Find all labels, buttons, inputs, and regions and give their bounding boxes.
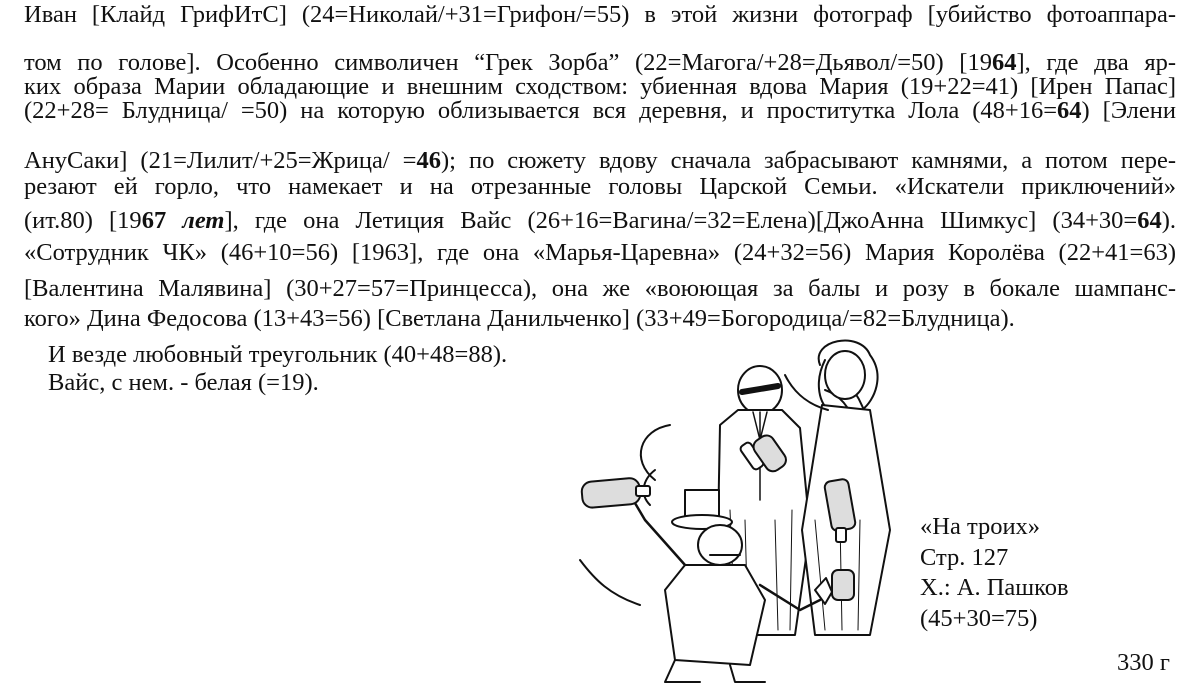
bold-number: 67 — [141, 207, 167, 234]
text-span: «Сотрудник ЧК» (46+10=56) [1963], где она «Марья-Царевна» (24+32=56) Мария Королёва (22+41=63) — [24, 239, 1176, 266]
text-span: том по голове]. Особенно символичен “Грек Зорба” (22=Магога/+28=Дьявол/=50) [19 — [24, 49, 992, 76]
bold-italic-word: лет — [182, 207, 225, 234]
text-line — [24, 2, 1176, 28]
cartoon-illustration — [570, 330, 900, 690]
text-line — [24, 240, 1176, 266]
text-span: резают ей горло, что намекает и на отрезанные головы Царской Семьи. «Искатели приключений» — [24, 173, 1176, 200]
text-line — [24, 276, 1176, 302]
text-span: ). — [1161, 207, 1177, 234]
text-span: ); по сюжету вдову сначала забрасывают камнями, а потом пере- — [441, 147, 1177, 174]
text-span: кого» Дина Федосова (13+43=56) [Светлана Данильченко] (33+49=Богородица/=82=Блудница). — [24, 305, 1015, 332]
text-span: ) [Элени — [1081, 97, 1176, 124]
text-line — [24, 306, 1015, 332]
text-line — [24, 98, 1176, 124]
page-number: 330 г — [1117, 649, 1170, 676]
bold-number: 64 — [991, 49, 1017, 76]
text-line: Вайс, с нем. - белая (=19). — [48, 369, 319, 396]
text-span: (22+28= Блудница/ =50) на которую облизывается вся деревня, и проститутка Лола (48+16= — [24, 97, 1058, 124]
text-span: [Валентина Малявина] (30+27=57=Принцесса), она же «воюющая за балы и розу в бокале шампанс- — [24, 275, 1176, 302]
illustration-caption — [920, 512, 1069, 634]
text-line: И везде любовный треугольник (40+48=88). — [48, 341, 508, 368]
caption-title: «На троих» — [920, 513, 1041, 540]
caption-artist: Х.: А. Пашков — [920, 574, 1069, 601]
text-line — [24, 208, 1176, 234]
text-line — [24, 174, 1176, 200]
caption-numbers: (45+30=75) — [920, 604, 1038, 632]
text-span: Иван [Клайд ГрифИтС] (24=Николай/+31=Грифон/=55) в этой жизни фотограф [убийство фотоаппара- — [24, 1, 1176, 28]
text-span: (ит.80) [19 — [24, 207, 142, 234]
text-span: ], где она Летиция Вайс (26+16=Вагина/=32=Елена) — [224, 207, 816, 234]
text-span: ких образа Марии обладающие и внешним сходством: убиенная вдова Мария (19+22=41) [Ирен Папас] — [24, 73, 1176, 100]
bold-number: 64 — [1057, 97, 1082, 124]
caption-page: Стр. 127 — [920, 543, 1009, 571]
bold-number: 46 — [416, 147, 442, 174]
text-line — [24, 148, 1176, 174]
text-span: [ДжоАнна Шимкус] (34+30= — [815, 207, 1138, 234]
text-span: ], где два яр- — [1016, 49, 1176, 76]
text-span: АнуСаки] (21=Лилит/+25=Жрица/ = — [24, 147, 417, 174]
bold-number: 64 — [1137, 207, 1162, 234]
